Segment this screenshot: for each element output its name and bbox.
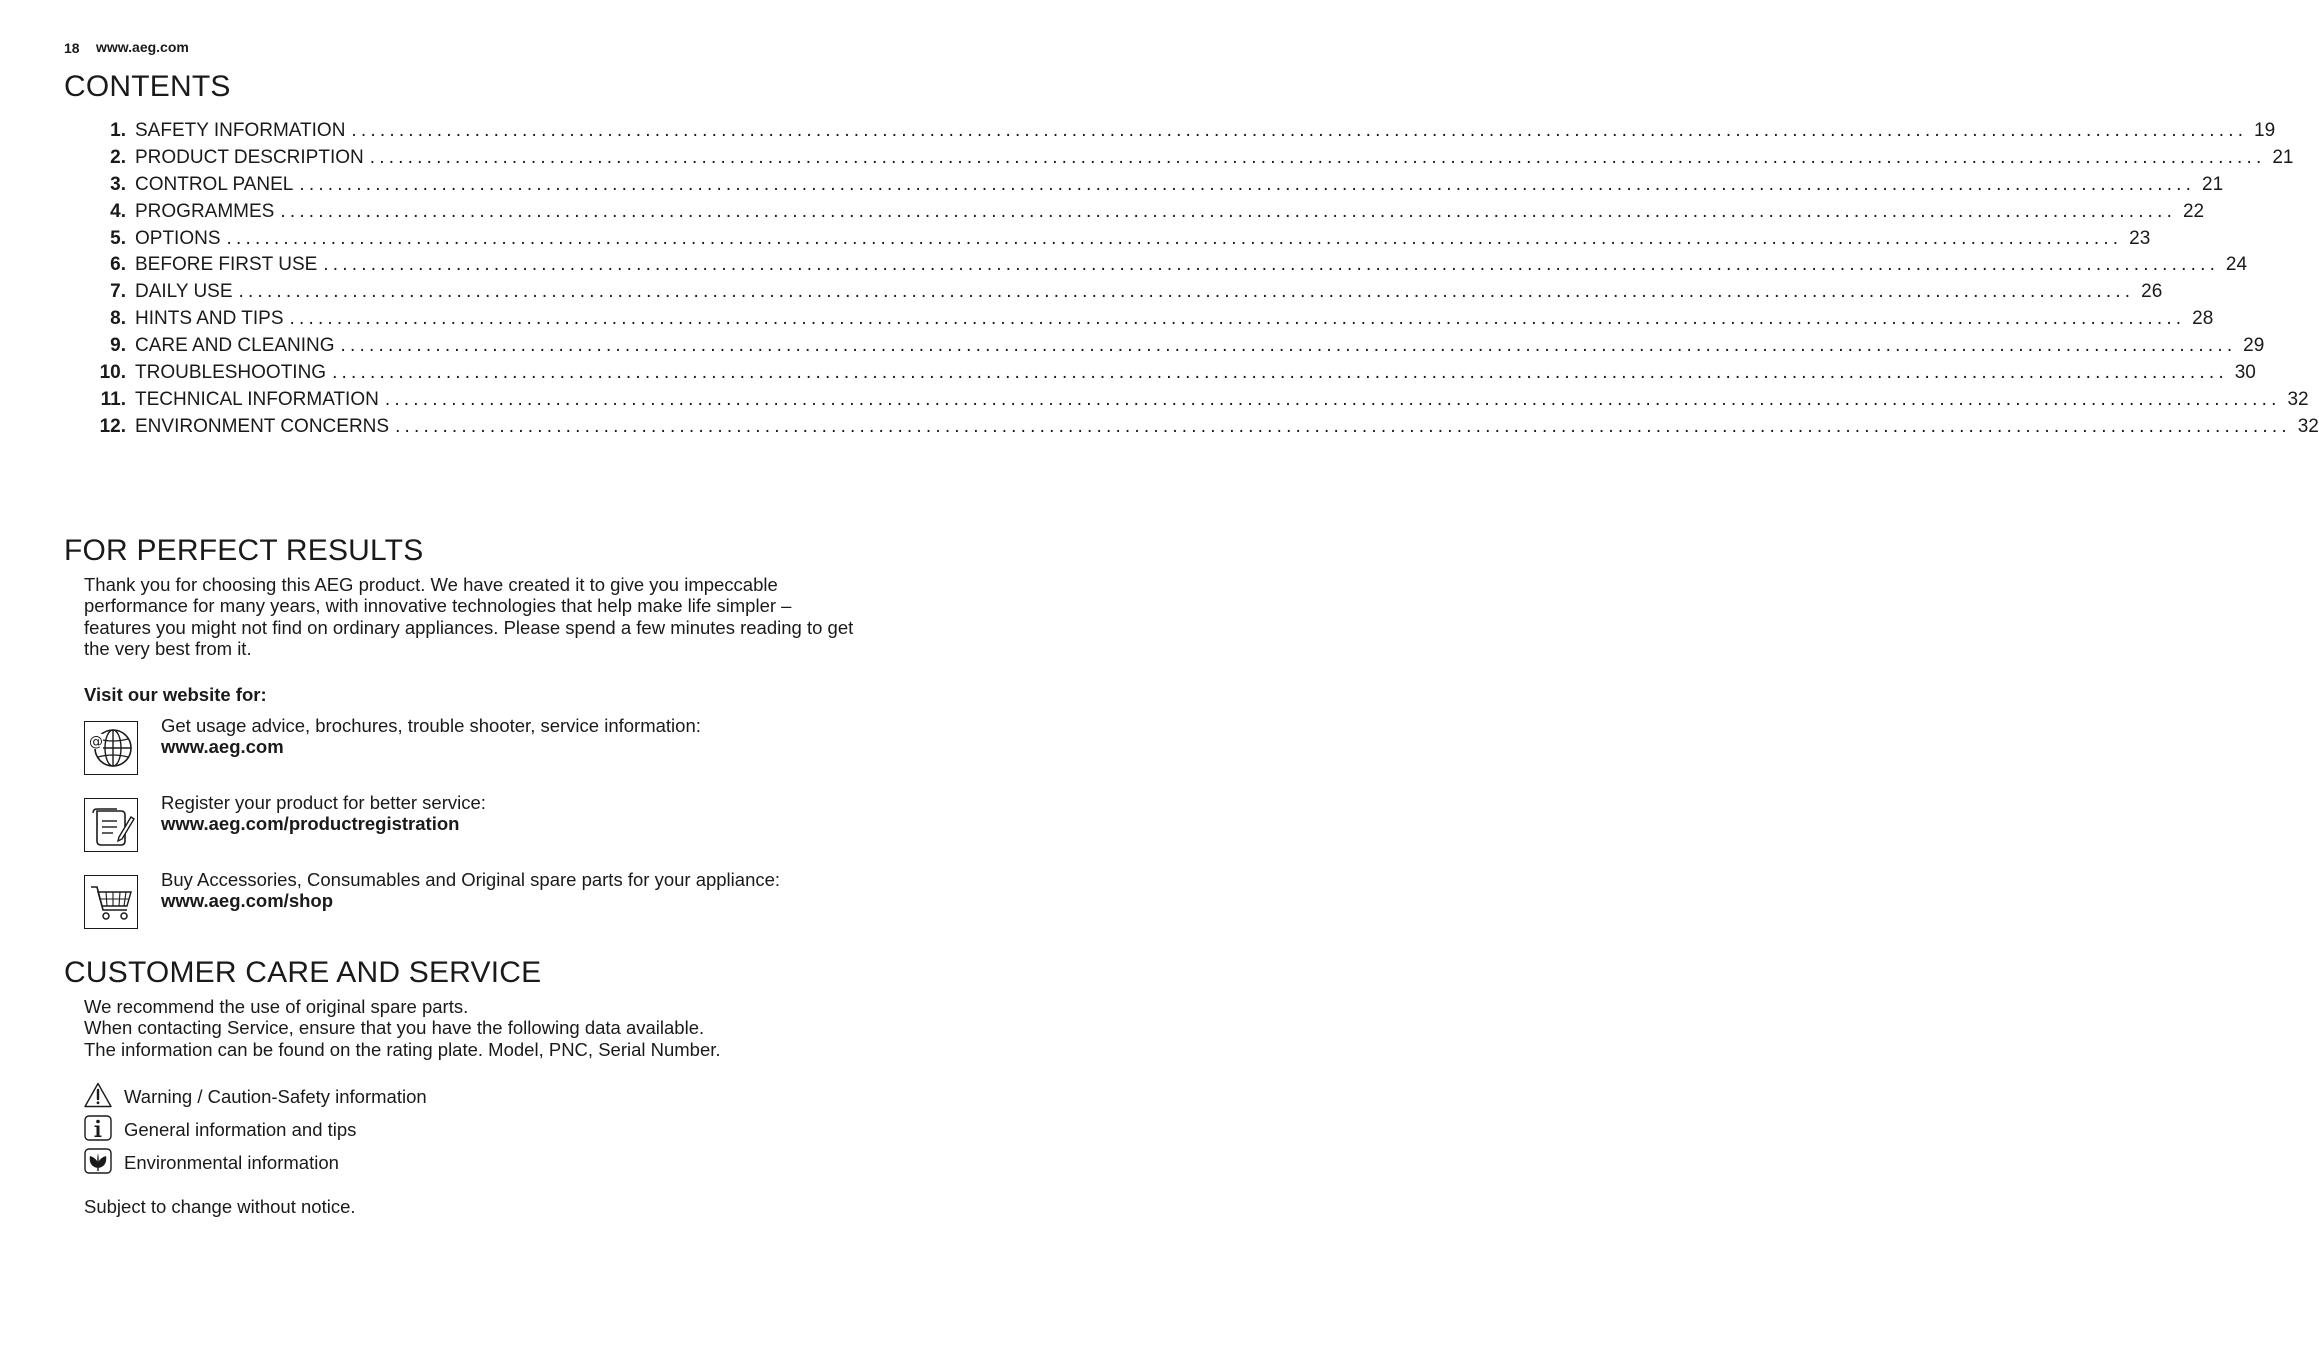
contents-title: CONTENTS: [64, 70, 231, 103]
web-item-link[interactable]: www.aeg.com/productregistration: [161, 813, 460, 835]
toc-item-label: CONTROL PANEL: [135, 173, 294, 195]
toc-item[interactable]: [90, 308, 2214, 335]
toc-leader-dots: ........................................................................................................................................................................................................: [332, 362, 2228, 384]
symbol-label: General information and tips: [124, 1119, 357, 1140]
toc-item[interactable]: [90, 173, 2224, 201]
toc-item[interactable]: [90, 146, 2294, 174]
toc-leader-dots: ........................................................................................................................................................................................................: [340, 335, 2237, 357]
toc-item[interactable]: [90, 227, 2151, 255]
toc-item-number: 5.: [110, 227, 126, 249]
toc-leader-dots: ........................................................................................................................................................................................................: [323, 254, 2220, 276]
subject-to-change-notice: Subject to change without notice.: [84, 1196, 356, 1217]
toc-item-page: 32: [2297, 415, 2319, 437]
results-title: FOR PERFECT RESULTS: [64, 534, 424, 567]
web-item-text-block: [161, 792, 486, 835]
shopping-cart-icon: [84, 875, 138, 929]
toc-item-number: 6.: [110, 254, 126, 276]
web-item-description: Register your product for better service:: [161, 792, 486, 813]
web-item-description: Get usage advice, brochures, trouble shooter, service information:: [161, 715, 701, 736]
toc-leader-dots: ........................................................................................................................................................................................................: [238, 281, 2135, 303]
toc-item-page: 22: [2182, 200, 2205, 222]
symbol-legend-info: [84, 1115, 584, 1145]
toc-item[interactable]: [90, 281, 2163, 308]
environment-leaf-icon: [84, 1148, 112, 1174]
symbol-label: Warning / Caution-Safety information: [124, 1086, 427, 1107]
toc-leader-dots: ........................................................................................................................................................................................................: [369, 146, 2266, 168]
toc-item-page: 23: [2129, 227, 2151, 249]
customer-care-title: CUSTOMER CARE AND SERVICE: [64, 956, 542, 989]
web-item-text-block: [161, 715, 701, 758]
toc-item[interactable]: [90, 200, 2205, 228]
toc-leader-dots: ........................................................................................................................................................................................................: [384, 388, 2281, 410]
web-item-advice: [84, 715, 904, 779]
toc-item-label: OPTIONS: [135, 227, 221, 249]
table-of-contents: [90, 120, 2319, 443]
toc-item[interactable]: [90, 120, 2276, 147]
symbol-legend-environment: [84, 1148, 584, 1178]
toc-leader-dots: ........................................................................................................................................................................................................: [280, 200, 2177, 222]
toc-item-number: 10.: [99, 362, 126, 384]
toc-item-page: 28: [2192, 308, 2214, 330]
globe-at-icon: [84, 721, 138, 775]
care-line: The information can be found on the rating plate. Model, PNC, Serial Number.: [84, 1038, 721, 1060]
toc-leader-dots: ........................................................................................................................................................................................................: [226, 227, 2123, 249]
web-item-shop: [84, 869, 904, 933]
toc-item-label: PRODUCT DESCRIPTION: [135, 146, 364, 168]
toc-item-label: DAILY USE: [135, 281, 233, 303]
web-item-link[interactable]: www.aeg.com: [161, 736, 284, 758]
intro-line: the very best from it.: [84, 637, 252, 659]
intro-line: performance for many years, with innovative technologies that help make life simpler –: [84, 595, 792, 617]
toc-item-number: 7.: [110, 281, 126, 303]
toc-item-number: 1.: [110, 120, 126, 141]
toc-item-label: ENVIRONMENT CONCERNS: [135, 415, 390, 437]
warning-triangle-icon: [84, 1082, 112, 1108]
page-number: 18: [64, 40, 80, 56]
toc-item-page: 21: [2272, 146, 2294, 168]
toc-item-page: 29: [2243, 335, 2265, 357]
toc-item-label: TROUBLESHOOTING: [135, 362, 327, 384]
info-icon: [84, 1115, 112, 1141]
web-item-text-block: [161, 869, 780, 912]
toc-item-label: HINTS AND TIPS: [135, 308, 284, 330]
care-line: When contacting Service, ensure that you have the following data available.: [84, 1017, 705, 1039]
web-item-link[interactable]: www.aeg.com/shop: [161, 890, 334, 912]
header-site-url[interactable]: www.aeg.com: [96, 39, 189, 55]
toc-item-page: 30: [2234, 362, 2256, 384]
toc-item-label: TECHNICAL INFORMATION: [135, 388, 379, 410]
toc-item-number: 4.: [110, 200, 126, 222]
toc-item-page: 26: [2141, 281, 2163, 303]
toc-leader-dots: ........................................................................................................................................................................................................: [395, 415, 2291, 437]
symbol-legend-warning: [84, 1082, 584, 1112]
toc-item-label: BEFORE FIRST USE: [135, 254, 318, 276]
registration-form-icon: [84, 798, 138, 852]
toc-leader-dots: ........................................................................................................................................................................................................: [289, 308, 2186, 330]
intro-line: Thank you for choosing this AEG product. We have created it to give you impeccable: [84, 574, 778, 595]
toc-leader-dots: ........................................................................................................................................................................................................: [299, 173, 2196, 195]
toc-item-label: CARE AND CLEANING: [135, 335, 335, 357]
toc-item-number: 9.: [110, 335, 126, 357]
care-line: We recommend the use of original spare parts.: [84, 996, 469, 1017]
toc-item[interactable]: [90, 335, 2265, 362]
customer-care-paragraph: [84, 996, 894, 1060]
toc-item-number: 11.: [100, 388, 126, 410]
intro-paragraph: [84, 574, 894, 659]
symbol-label: Environmental information: [124, 1152, 339, 1173]
toc-item-page: 19: [2254, 120, 2276, 141]
toc-item-page: 24: [2225, 254, 2248, 276]
intro-line: features you might not find on ordinary appliances. Please spend a few minutes reading to get: [84, 616, 854, 638]
toc-item-number: 3.: [110, 173, 126, 195]
web-item-description: Buy Accessories, Consumables and Original spare parts for your appliance:: [161, 869, 781, 890]
toc-item-number: 12.: [99, 415, 126, 437]
toc-item[interactable]: [90, 362, 2256, 389]
toc-item-number: 2.: [110, 146, 126, 168]
toc-item[interactable]: [90, 388, 2309, 416]
web-item-register: [84, 792, 904, 856]
toc-item-label: SAFETY INFORMATION: [135, 120, 346, 141]
toc-item-label: PROGRAMMES: [135, 200, 275, 222]
toc-item-number: 8.: [110, 308, 126, 330]
toc-item-page: 21: [2202, 173, 2224, 195]
toc-item[interactable]: [90, 254, 2248, 281]
toc-leader-dots: ........................................................................................................................................................................................................: [351, 120, 2248, 141]
toc-item[interactable]: [90, 415, 2319, 443]
toc-item-page: 32: [2287, 388, 2309, 410]
visit-website-heading: Visit our website for:: [84, 684, 267, 705]
svg-text:@: @: [89, 734, 103, 750]
